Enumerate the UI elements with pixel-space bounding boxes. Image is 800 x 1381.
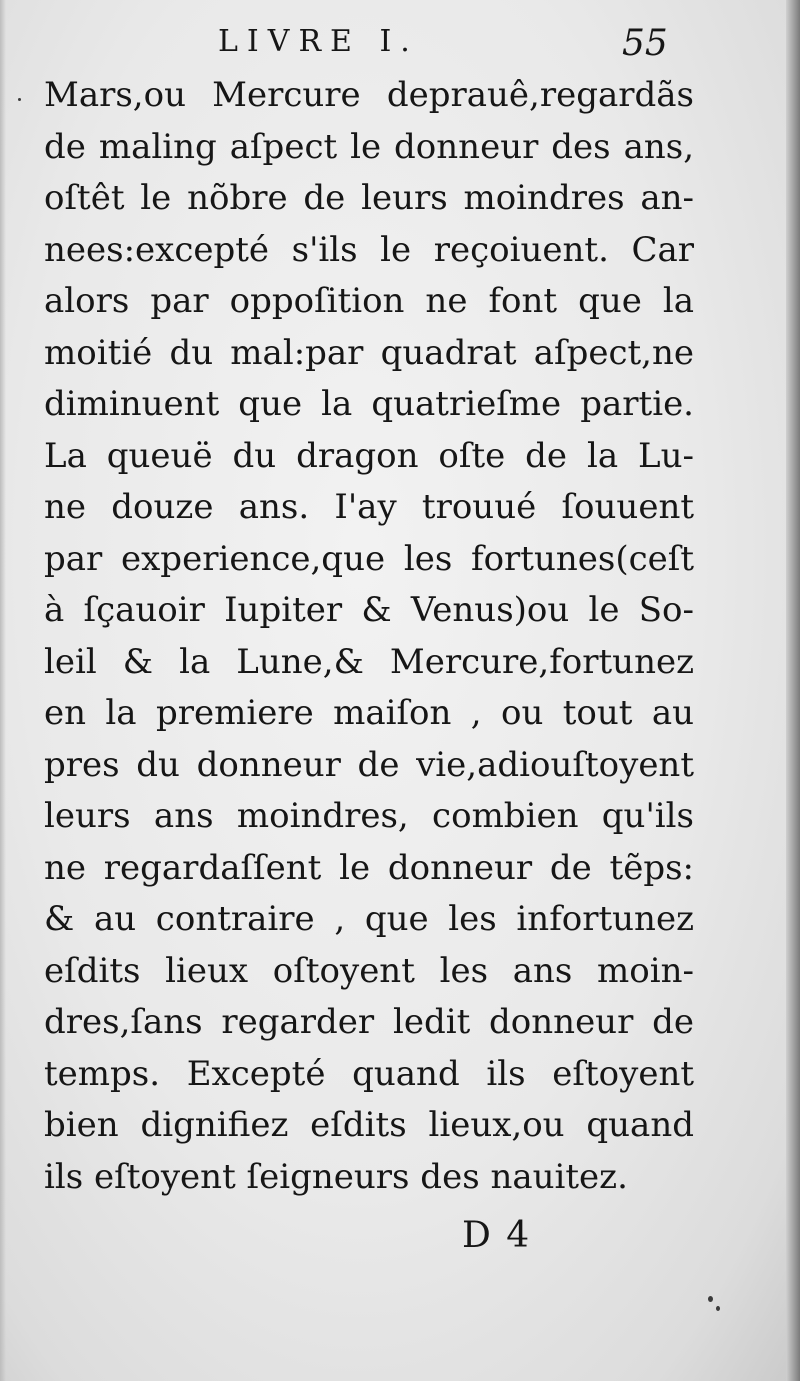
- text-line: nees:excepté s'ils le reçoiuent. Car: [44, 229, 694, 270]
- page-edge-shadow: [786, 0, 800, 1381]
- text-line: oſtêt le nõbre de leurs moindres an-: [44, 178, 694, 218]
- text-line: eſdits lieux oſtoyent les ans moin-: [44, 950, 694, 991]
- paper-speck: [708, 1296, 713, 1302]
- text-line: de maling aſpect le donneur des ans,: [44, 126, 694, 167]
- page-gutter-shadow: [0, 0, 6, 1381]
- paper-speck: [18, 98, 21, 101]
- text-line: ils eſtoyent ſeigneurs des nauitez.: [44, 1156, 628, 1197]
- text-line: La queuë du dragon oſte de la Lu-: [44, 435, 694, 476]
- text-line: dres,ſans regarder ledit donneur de: [44, 1002, 694, 1042]
- text-line: ne regardaſſent le donneur de tẽps:: [44, 847, 694, 888]
- text-line: leurs ans moindres, combien qu'ils: [44, 796, 694, 836]
- text-line: ne douze ans. I'ay trouué ſouuent: [44, 487, 694, 527]
- text-line: en la premiere maiſon , ou tout au: [44, 693, 694, 733]
- text-line: Mars,ou Mercure deprauê,regardãs: [44, 75, 694, 115]
- text-line: par experience,que les fortunes(ceſt: [44, 538, 694, 579]
- text-line: alors par oppoſition ne font que la: [44, 281, 694, 321]
- running-head: [0, 20, 760, 64]
- paper-speck: [716, 1306, 720, 1311]
- text-line: pres du donneur de vie,adiouſtoyent: [44, 744, 694, 785]
- body-text: [44, 70, 694, 1203]
- text-line: & au contraire , que les infortunez: [44, 899, 694, 939]
- page-number: 55: [622, 23, 668, 64]
- running-title: LIVRE I.: [218, 24, 419, 59]
- text-line: leil & la Lune,& Mercure,fortunez: [44, 641, 694, 682]
- text-line: moitié du mal:par quadrat aſpect,ne: [44, 332, 694, 373]
- text-line: diminuent que la quatrieſme partie.: [44, 384, 694, 424]
- text-line: temps. Excepté quand ils eſtoyent: [44, 1053, 694, 1094]
- text-line: bien dignifiez eſdits lieux,ou quand: [44, 1105, 694, 1145]
- signature-mark: D 4: [462, 1215, 532, 1256]
- text-line: à ſçauoir Iupiter & Venus)ou le So-: [44, 590, 694, 630]
